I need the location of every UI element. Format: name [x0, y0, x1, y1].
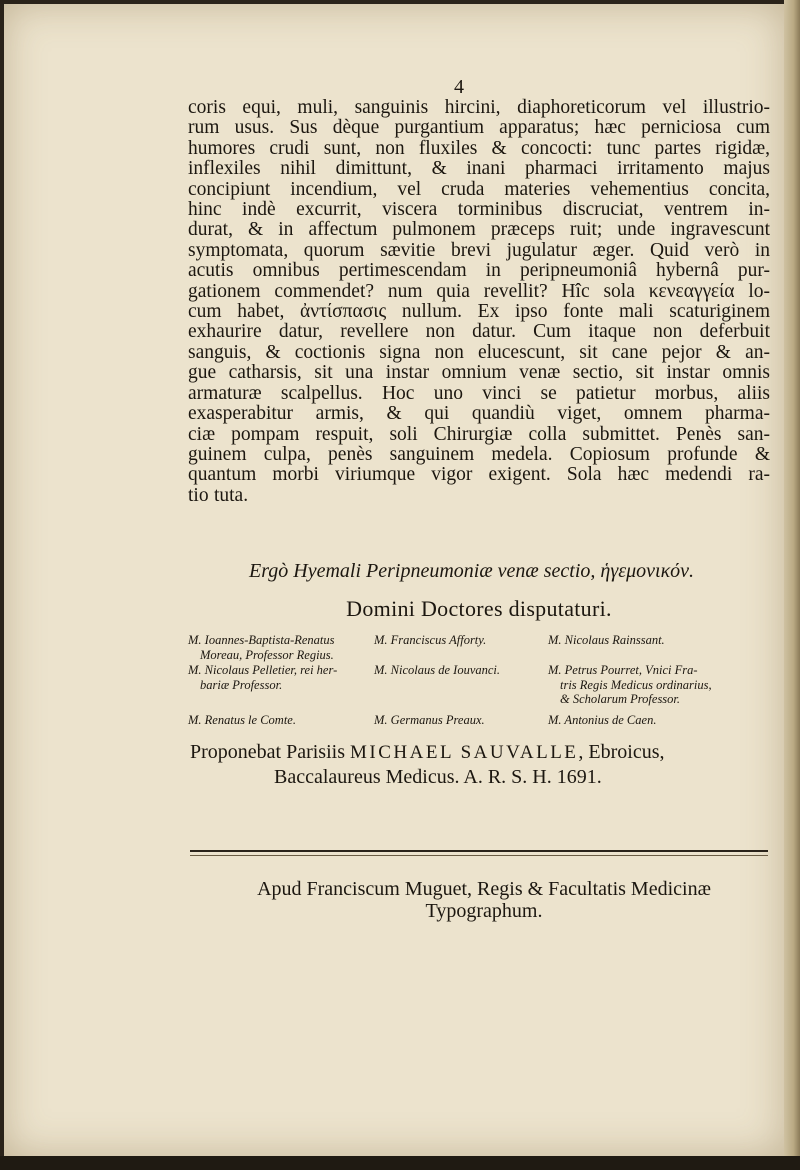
doctor-entry	[188, 713, 296, 728]
doctor-line: M. Franciscus Afforty.	[374, 633, 487, 647]
proponebat-block	[190, 740, 665, 790]
respondent-name: MICHAEL SAUVALLE	[350, 742, 579, 763]
body-line: concipiunt incendium, vel cruda materies vehementius concita,	[188, 178, 770, 200]
doctor-line: Moreau, Professor Regius.	[200, 647, 334, 662]
doctor-entry	[188, 633, 335, 662]
doctors-heading: Domini Doctores disputaturi.	[346, 596, 612, 621]
doctor-line: M. Petrus Pourret, Vnici Fra-	[548, 663, 698, 677]
ergo-conclusion: Ergò Hyemali Peripneumoniæ venæ sectio, ἡγεμονικόν.	[249, 560, 695, 582]
body-line: sanguis, & coctionis signa non elucescunt, sit cane pejor & an-	[188, 341, 770, 363]
body-line: humores crudi sunt, non fluxiles & concocti: tunc partes rigidæ,	[188, 137, 770, 159]
doctor-entry	[374, 663, 500, 678]
printer-imprint	[4, 878, 800, 922]
doctor-entry	[548, 633, 665, 648]
body-line: symptomata, quorum sævitie brevi jugulatur æger. Quid verò in	[188, 239, 770, 261]
body-line: exhaurire datur, revellere non datur. Cum itaque non deferbuit	[188, 321, 770, 343]
body-line: rum usus. Sus dèque purgantium apparatus; hæc perniciosa cum	[188, 117, 770, 139]
page-bottom-edge	[0, 1156, 800, 1170]
doctor-line: M. Antonius de Caen.	[548, 713, 657, 727]
doctor-line: M. Ioannes-Baptista-Renatus	[188, 633, 335, 647]
doctor-entry	[548, 663, 712, 707]
body-line: quantum morbi viriumque vigor exigent. Sola hæc medendi ra-	[188, 464, 770, 486]
body-line: gationem commendet? num quia revellit? Hîc sola κενεαγγεία lo-	[188, 280, 770, 302]
doctor-entry	[548, 713, 656, 728]
body-text	[188, 98, 770, 506]
body-line: armaturæ scalpellus. Hoc uno vinci se patietur morbus, aliis	[188, 382, 770, 404]
doctor-entry	[188, 663, 337, 692]
doctor-line: M. Renatus le Comte.	[188, 713, 296, 727]
body-line: hinc indè excurrit, viscera torminibus discruciat, ventrem in-	[188, 199, 770, 221]
doctor-line: bariæ Professor.	[200, 677, 283, 692]
doctor-line: M. Germanus Preaux.	[374, 713, 485, 727]
doctor-line: & Scholarum Professor.	[560, 692, 681, 706]
doctor-entry	[374, 633, 486, 648]
body-line: acutis omnibus pertimescendam in peripneumoniâ hybernâ pur-	[188, 260, 770, 282]
body-line: tio tuta.	[188, 484, 249, 506]
doctor-line: M. Nicolaus Rainssant.	[548, 633, 665, 647]
body-line: inflexiles nihil dimittunt, & inani pharmaci irritamento majus	[188, 158, 770, 180]
body-line: cum habet, ἀντίσπασις nullum. Ex ipso fonte mali scaturiginem	[188, 301, 770, 323]
body-line: exasperabitur armis, & qui quandiù viget, omnem pharma-	[188, 403, 770, 425]
doctor-line: M. Nicolaus Pelletier, rei her-	[188, 663, 338, 677]
divider-rule-thin	[190, 855, 768, 856]
doctor-entry	[374, 713, 485, 728]
body-line: durat, & in affectum pulmonem præceps ruit; unde ingravescunt	[188, 219, 770, 241]
body-line: gue catharsis, sit una instar omnium venæ sectio, sit instar omnis	[188, 362, 770, 384]
proponebat-prefix: Proponebat Parisiis	[190, 741, 345, 763]
body-line: guinem culpa, penès sanguinem medela. Copiosum profunde &	[188, 443, 770, 465]
document-page	[4, 4, 784, 1156]
printer-line-2: Typographum.	[425, 900, 543, 922]
page-edge	[784, 0, 800, 1170]
proponebat-suffix: , Ebroicus,	[578, 741, 665, 763]
doctor-line: M. Nicolaus de Iouvanci.	[374, 663, 501, 677]
body-line: ciæ pompam respuit, soli Chirurgiæ colla submittet. Penès san-	[188, 423, 770, 445]
divider-rule	[190, 850, 768, 852]
printer-line-1: Apud Franciscum Muguet, Regis & Facultatis Medicinæ	[257, 878, 711, 900]
doctor-line: tris Regis Medicus ordinarius,	[560, 677, 712, 692]
page-number: 4	[454, 76, 464, 98]
proponebat-line2: Baccalaureus Medicus. A. R. S. H. 1691.	[274, 766, 602, 788]
body-line: coris equi, muli, sanguinis hircini, diaphoreticorum vel illustrio-	[188, 97, 770, 118]
